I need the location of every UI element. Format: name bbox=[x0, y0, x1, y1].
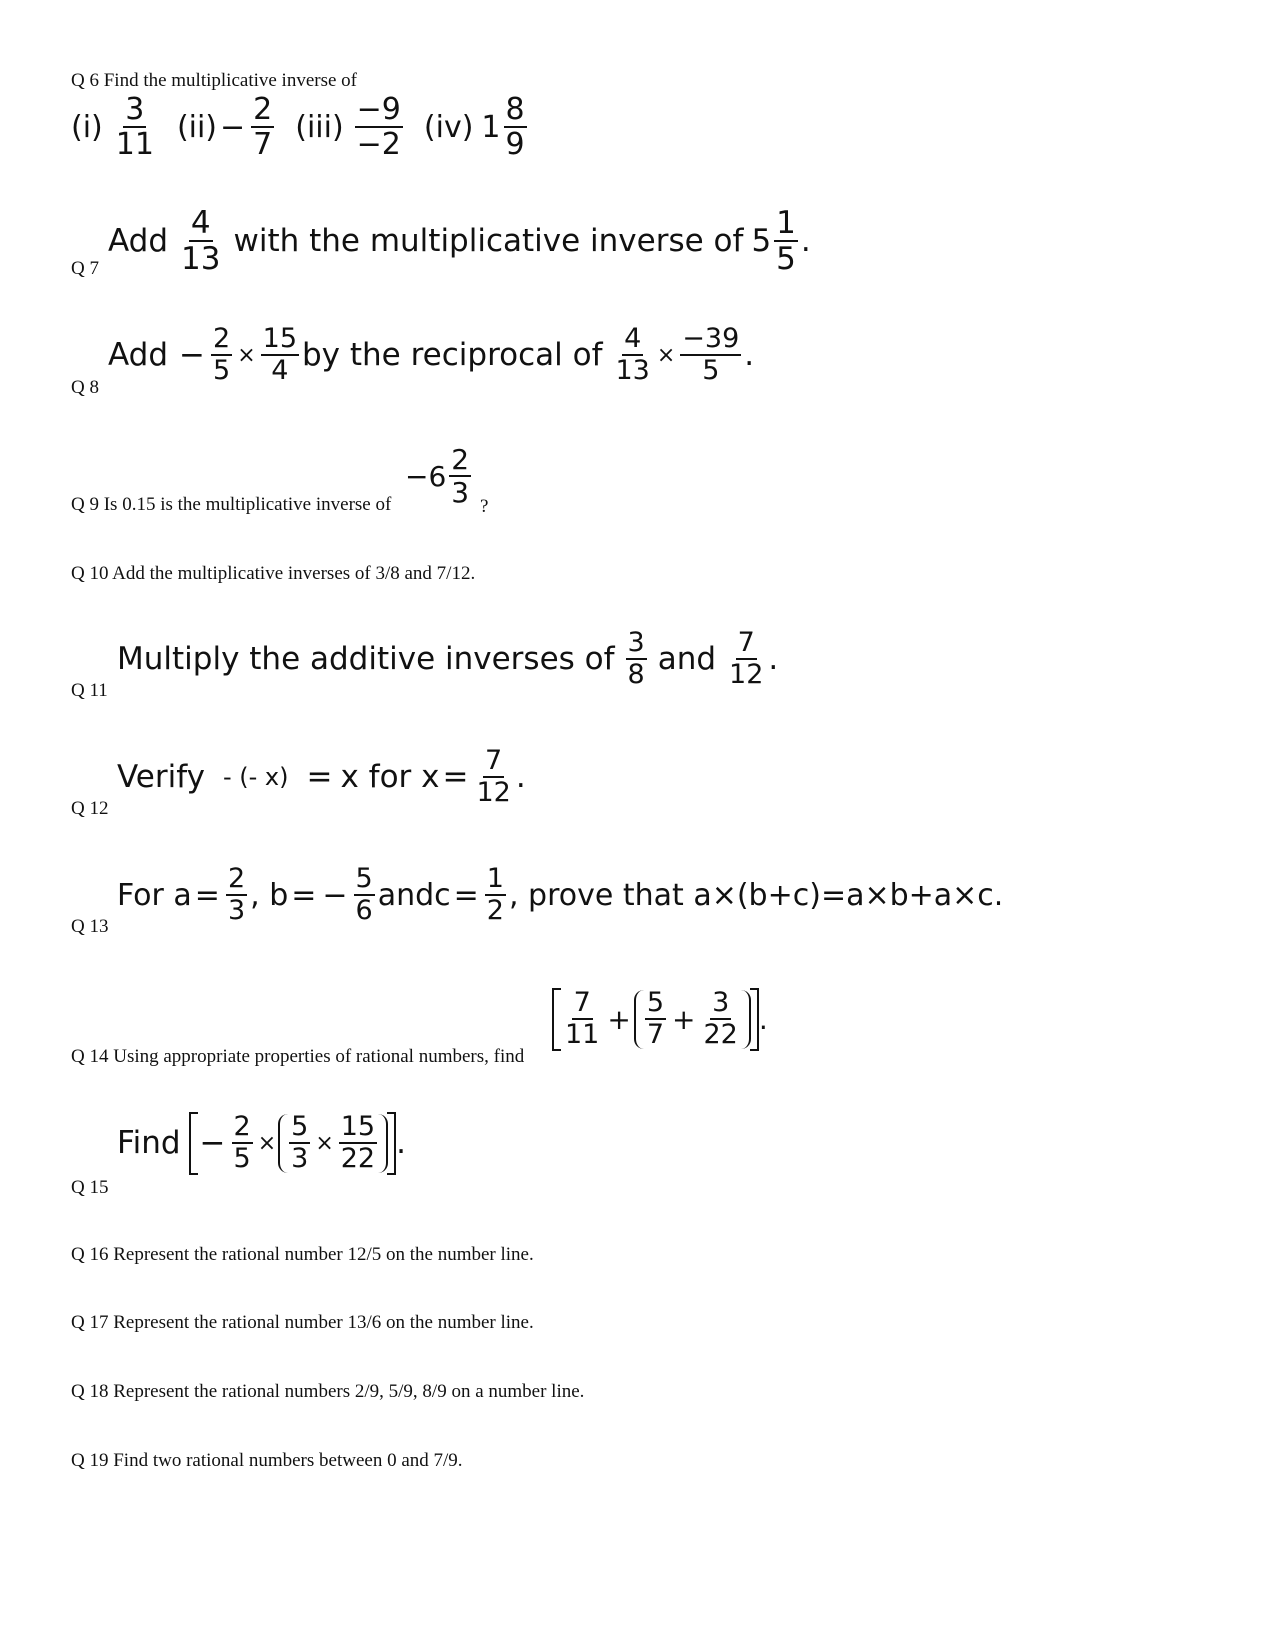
q7-mixed-number: 5 $\frac{1}{5}$ bbox=[751, 205, 796, 278]
q12-label: Q 12 bbox=[71, 798, 109, 819]
q6-part-ii-fraction: $\frac{2}{7}$ bbox=[253, 92, 273, 163]
q6-part-iii-label: (iii) bbox=[295, 109, 344, 145]
q11-period: . bbox=[768, 641, 779, 678]
q9-text: Q 9 Is 0.15 is the multiplicative inverse of bbox=[71, 494, 392, 515]
q8-sign: − bbox=[179, 337, 206, 374]
q6-parts bbox=[71, 92, 530, 163]
q11-and: and bbox=[657, 641, 717, 678]
q13-b-label: , b bbox=[250, 877, 289, 913]
q8-times-2: × bbox=[656, 342, 676, 368]
q19-text: Q 19 Find two rational numbers between 0 and 7/9. bbox=[71, 1450, 463, 1471]
q13-and-c: andc bbox=[377, 877, 451, 913]
q14-period: . bbox=[758, 1002, 768, 1036]
q6-text: Q 6 Find the multiplicative inverse of bbox=[71, 70, 358, 91]
q10-text: Q 10 Add the multiplicative inverses of 3/8 and 7/12. bbox=[71, 563, 476, 584]
q8-fraction-4: $\frac{-39}{5}$ bbox=[682, 323, 740, 387]
q16-text: Q 16 Represent the rational number 12/5 on the number line. bbox=[71, 1244, 534, 1265]
q12-period: . bbox=[515, 759, 526, 796]
q15-fraction-2: $\frac{5}{3}$ bbox=[291, 1111, 309, 1175]
q12-fraction: $\frac{7}{12}$ bbox=[476, 745, 511, 809]
q8-add: Add bbox=[108, 337, 169, 374]
q18-text: Q 18 Represent the rational numbers 2/9, 5/9, 8/9 on a number line. bbox=[71, 1381, 585, 1402]
q15-parenthesis bbox=[278, 1111, 388, 1175]
q15-fraction-1: $\frac{2}{5}$ bbox=[233, 1111, 251, 1175]
q8-times-1: × bbox=[237, 342, 256, 368]
q8-fraction-2: $\frac{15}{4}$ bbox=[262, 323, 297, 387]
q14-plus-1: + bbox=[607, 1002, 631, 1036]
q15-times-2: × bbox=[315, 1130, 334, 1156]
q14-expression bbox=[552, 988, 768, 1051]
q8-fraction-1: $\frac{2}{5}$ bbox=[213, 323, 231, 387]
q6-part-ii-sign: − bbox=[220, 109, 246, 145]
q17-text: Q 17 Represent the rational number 13/6 on the number line. bbox=[71, 1312, 534, 1333]
q15-fraction-3: $\frac{15}{22}$ bbox=[340, 1111, 376, 1175]
q12-equals: = bbox=[306, 759, 333, 796]
q11-fraction-1: $\frac{3}{8}$ bbox=[627, 627, 645, 691]
q14-plus-2: + bbox=[672, 1002, 696, 1036]
q15-square-bracket bbox=[189, 1112, 397, 1175]
q8-period: . bbox=[744, 337, 755, 374]
q13-b-sign: − bbox=[322, 877, 348, 913]
q15-expression bbox=[117, 1112, 406, 1175]
q13-text: , prove that a×(b+c)=a×b+a×c. bbox=[508, 877, 1004, 913]
q7-period: . bbox=[800, 223, 811, 260]
q15-times-1: × bbox=[257, 1130, 277, 1156]
q9-question-mark: ? bbox=[480, 496, 489, 517]
q6-part-iv-mixed: 1 $\frac{8}{9}$ bbox=[481, 92, 525, 163]
q13-for-a: For a bbox=[117, 877, 192, 913]
q6-part-i-label: (i) bbox=[71, 109, 103, 145]
q13-fraction-b: $\frac{5}{6}$ bbox=[355, 863, 373, 927]
q15-sign: − bbox=[199, 1125, 226, 1162]
q13-expression: For a = $\frac{2}{3}$ , b = − $\frac{5}{6}$ andc = $\frac{1}{2}$ , prove that a×(b+c)=a×b+a×c. bbox=[117, 863, 1004, 927]
q7-expression bbox=[108, 205, 811, 278]
q6-part-i-fraction: $\frac{3}{11}$ bbox=[115, 92, 154, 163]
q14-square-bracket bbox=[552, 988, 759, 1051]
q8-text: by the reciprocal of bbox=[302, 337, 603, 374]
q13-fraction-a: $\frac{2}{3}$ bbox=[227, 863, 246, 927]
q13-label: Q 13 bbox=[71, 916, 109, 937]
q9-mixed-number: −6 $\frac{2}{3}$ bbox=[405, 443, 470, 510]
q8-fraction-3: $\frac{4}{13}$ bbox=[615, 323, 650, 387]
q8-expression bbox=[108, 323, 755, 387]
q12-verify: Verify bbox=[117, 759, 205, 796]
q6-part-iii-fraction: $\frac{-9}{-2}$ bbox=[356, 92, 401, 163]
q7-add: Add bbox=[108, 223, 169, 260]
q11-text: Multiply the additive inverses of bbox=[117, 641, 615, 678]
q12-expression: Verify - (- x) = x for x = $\frac{7}{12}$ . bbox=[117, 745, 526, 809]
q8-label: Q 8 bbox=[71, 377, 99, 398]
q6-part-ii-label: (ii) bbox=[176, 109, 218, 145]
q15-find: Find bbox=[117, 1125, 181, 1162]
q6-part-iv-label: (iv) bbox=[423, 109, 474, 145]
q15-period: . bbox=[396, 1125, 406, 1162]
q14-parenthesis bbox=[634, 987, 751, 1051]
q12-text: x for x bbox=[340, 759, 440, 796]
q11-label: Q 11 bbox=[71, 680, 108, 701]
q7-fraction: $\frac{4}{13}$ bbox=[181, 205, 221, 278]
q14-fraction-1: $\frac{7}{11}$ bbox=[565, 987, 600, 1051]
q14-text: Q 14 Using appropriate properties of rational numbers, find bbox=[71, 1046, 525, 1067]
q12-double-negation: - (- x) bbox=[222, 763, 289, 792]
q7-text: with the multiplicative inverse of bbox=[233, 223, 744, 260]
q14-fraction-2: $\frac{5}{7}$ bbox=[646, 987, 665, 1051]
q14-fraction-3: $\frac{3}{22}$ bbox=[703, 987, 738, 1051]
q7-label: Q 7 bbox=[71, 258, 99, 279]
q11-expression bbox=[117, 627, 779, 691]
q13-fraction-c: $\frac{1}{2}$ bbox=[486, 863, 504, 927]
q15-label: Q 15 bbox=[71, 1177, 109, 1198]
q11-fraction-2: $\frac{7}{12}$ bbox=[729, 627, 764, 691]
